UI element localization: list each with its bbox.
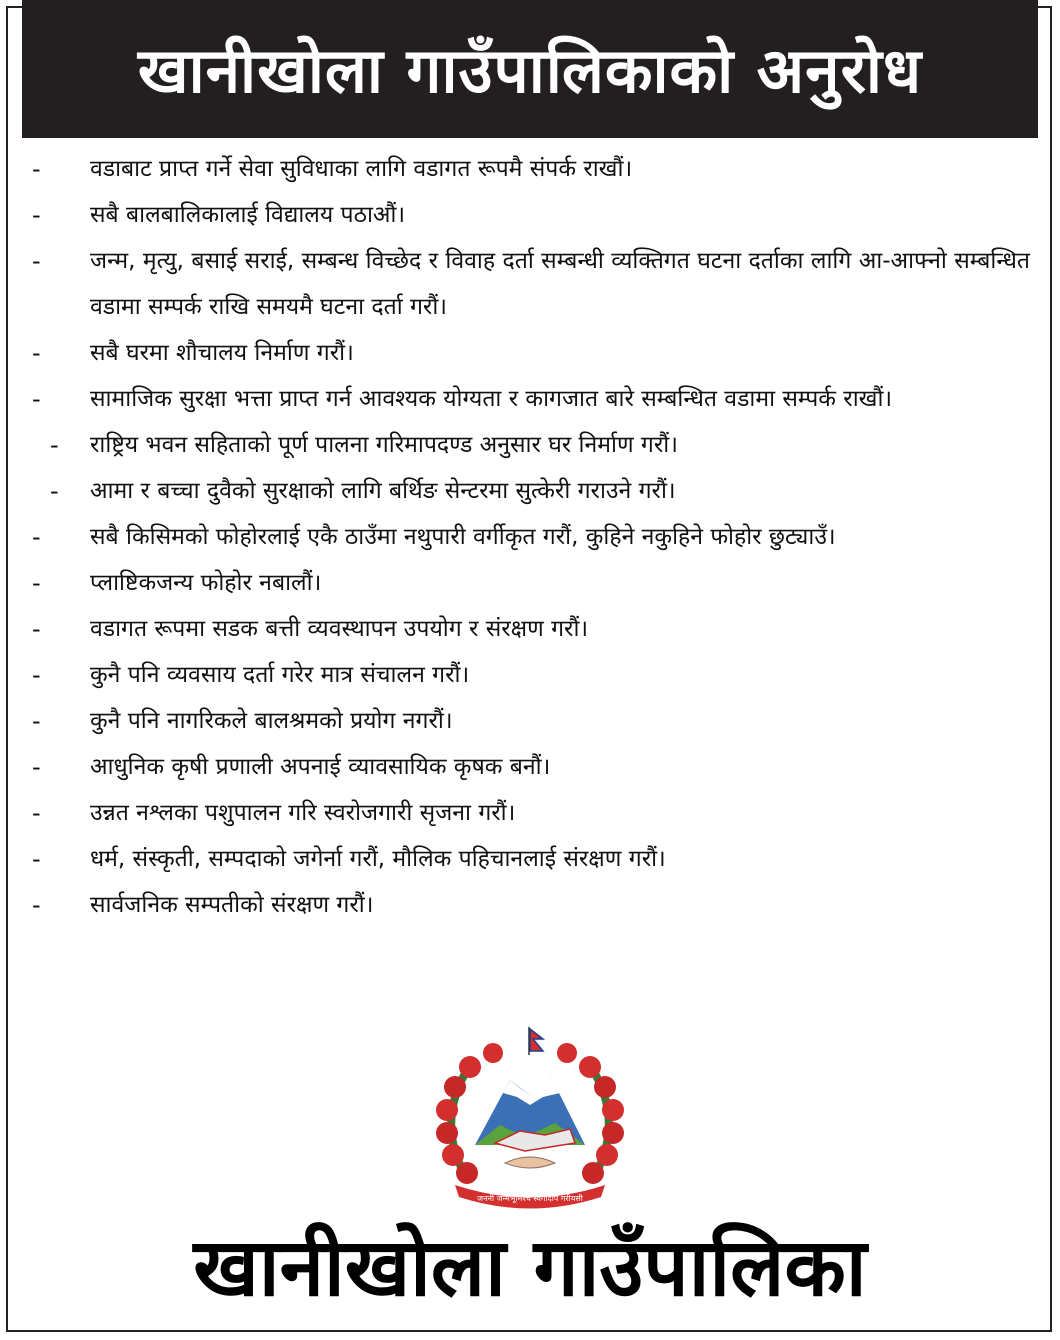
list-dash: - [32, 891, 41, 919]
list-item [0, 146, 1060, 192]
nepal-emblem-icon [425, 1025, 635, 1215]
list-item-text: राष्ट्रिय भवन सहिताको पूर्ण पालना गरिमापदण्ड अनुसार घर निर्माण गरौं। [90, 432, 678, 458]
nepal-flag-icon [529, 1027, 543, 1055]
list-dash: - [32, 385, 41, 413]
header-banner [22, 0, 1038, 138]
list-item-text: सबै किसिमको फोहोरलाई एकै ठाउँमा नथुपारी वर्गीकृत गरौं, कुहिने नकुहिने फोहोर छुट्याउँ। [90, 524, 836, 550]
list-dash: - [50, 431, 59, 459]
list-item [0, 836, 1060, 882]
list-item-text: धर्म, संस्कृती, सम्पदाको जगेर्ना गरौं, मौलिक पहिचानलाई संरक्षण गरौं। [90, 846, 666, 872]
list-item [0, 330, 1060, 376]
list-item [0, 560, 1060, 606]
list-item [0, 744, 1060, 790]
list-item-text: सबै बालबालिकालाई विद्यालय पठाऔं। [90, 202, 406, 228]
emblem-graphic [425, 1025, 635, 1215]
list-dash: - [32, 247, 41, 275]
list-item-text: कुनै पनि व्यवसाय दर्ता गरेर मात्र संचालन गरौं। [90, 662, 470, 688]
list-item-text: सार्वजनिक सम्पतीको संरक्षण गरौं। [90, 892, 374, 918]
list-dash: - [32, 201, 41, 229]
list-item [0, 698, 1060, 744]
list-dash: - [32, 523, 41, 551]
list-item-text: जन्म, मृत्यु, बसाई सराई, सम्बन्ध विच्छेद र विवाह दर्ता सम्बन्धी व्यक्तिगत घटना दर्ताका लागि आ-आफ्नो सम्बन्धित वडामा सम्पर्क राखि समयमै घटना दर्ता गरौं। [90, 248, 1030, 320]
list-item [0, 606, 1060, 652]
list-dash: - [32, 799, 41, 827]
list-item [0, 422, 1060, 468]
list-dash: - [32, 661, 41, 689]
list-dash: - [32, 753, 41, 781]
list-item [0, 192, 1060, 238]
list-dash: - [32, 155, 41, 183]
list-dash: - [50, 477, 59, 505]
list-item-text: उन्नत नश्लका पशुपालन गरि स्वरोजगारी सृजना गरौं। [90, 800, 516, 826]
list-item-text: आधुनिक कृषी प्रणाली अपनाई व्यावसायिक कृषक बनौं। [90, 754, 551, 780]
page-title: खानीखोला गाउँपालिकाको अनुरोध [137, 34, 923, 107]
list-item [0, 468, 1060, 514]
list-dash: - [32, 707, 41, 735]
list-item [0, 790, 1060, 836]
list-dash: - [32, 615, 41, 643]
emblem-motto: जननी जन्मभूमिश्च स्वर्गादपि गरीयसी [477, 1194, 583, 1203]
list-item-text: कुनै पनि नागरिकले बालश्रमको प्रयोग नगरौं। [90, 708, 453, 734]
list-dash: - [32, 339, 41, 367]
list-dash: - [32, 569, 41, 597]
list-item-text: सामाजिक सुरक्षा भत्ता प्राप्त गर्न आवश्यक योग्यता र कागजात बारे सम्बन्धित वडामा सम्पर्क राखौं। [90, 386, 893, 412]
list-item [0, 882, 1060, 928]
request-list [0, 146, 1060, 928]
list-item [0, 376, 1060, 422]
list-item-text: सबै घरमा शौचालय निर्माण गरौं। [90, 340, 354, 366]
list-item [0, 652, 1060, 698]
handshake-icon [505, 1157, 555, 1168]
list-item-text: वडागत रूपमा सडक बत्ती व्यवस्थापन उपयोग र संरक्षण गरौं। [90, 616, 589, 642]
list-item-text: प्लाष्टिकजन्य फोहोर नबालौं। [90, 570, 322, 596]
list-dash: - [32, 845, 41, 873]
list-item-text: आमा र बच्चा दुवैको सुरक्षाको लागि बर्थिङ सेन्टरमा सुत्केरी गराउने गरौं। [90, 478, 676, 504]
list-item [0, 514, 1060, 560]
list-item [0, 238, 1060, 330]
list-item-text: वडाबाट प्राप्त गर्ने सेवा सुविधाका लागि वडागत रूपमै संपर्क राखौं। [90, 156, 633, 182]
footer-title: खानीखोला गाउँपालिका [193, 1221, 867, 1314]
